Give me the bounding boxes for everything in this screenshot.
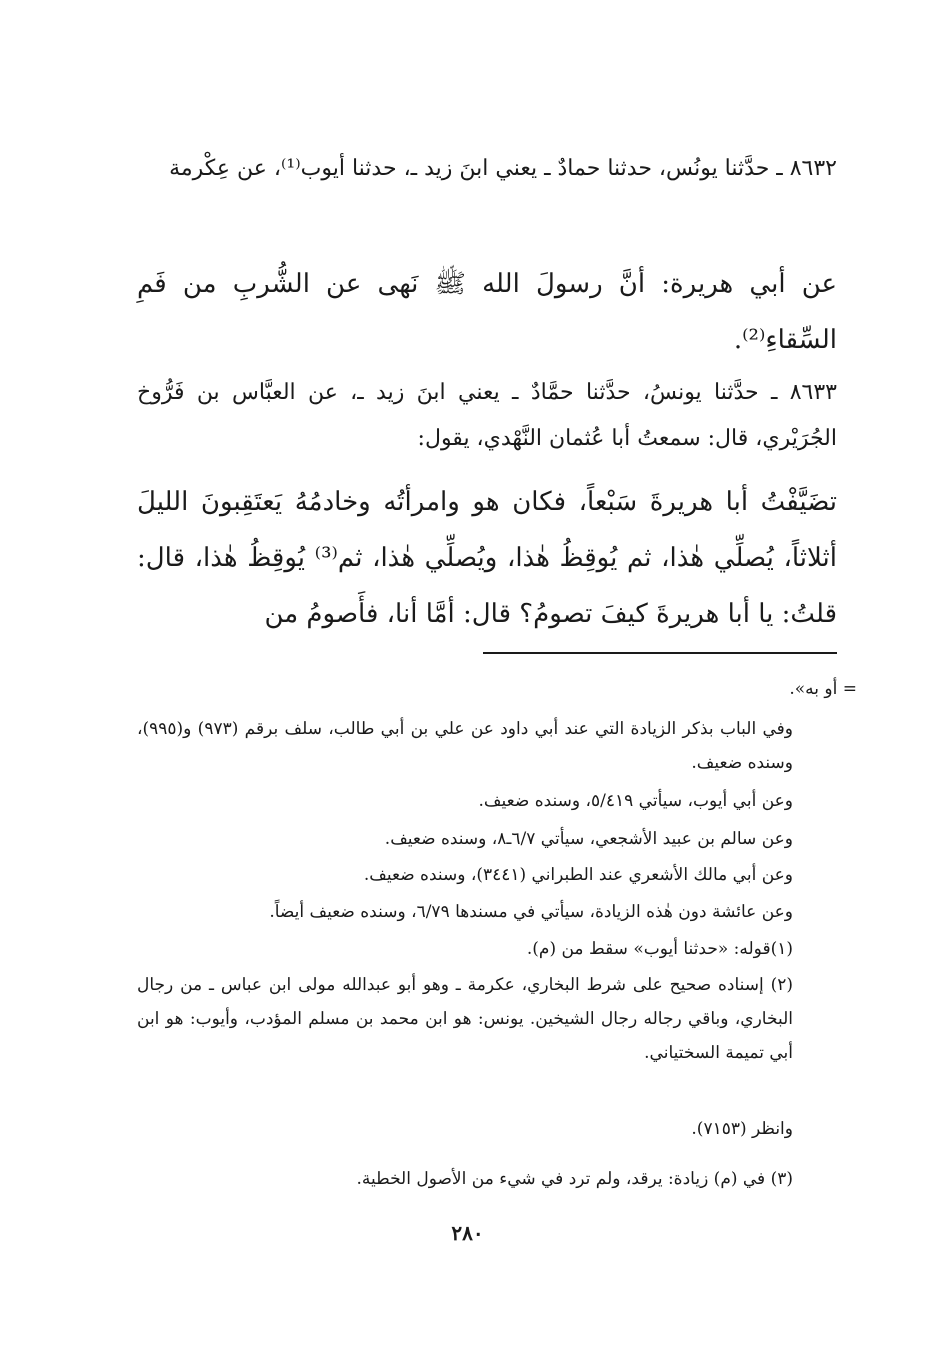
footnote-line: وعن سالم بن عبيد الأشجعي، سيأتي ٦/٧ـ٨، وسنده ضعيف. bbox=[384, 829, 793, 849]
hadith-8632-matn: عن أبي هريرة: أنَّ رسولَ الله ﷺ نَهى عن الشُّربِ من فَمِ السِّقاءِ⁽²⁾. bbox=[137, 269, 837, 355]
footnote-line: وعن أبي مالك الأشعري عند الطبراني (٣٤٤١)، وسنده ضعيف. bbox=[363, 865, 793, 885]
footnote-line: وفي الباب بذكر الزيادة التي عند أبي داود عن علي بن أبي طالب، سلف برقم (٩٧٣) و(٩٩٥)، وسنده ضعيف. bbox=[137, 719, 793, 773]
footnote-1: (١)قوله: «حدثنا أيوب» سقط من (م). bbox=[526, 939, 793, 959]
hadith-8633-isnad: ٨٦٣٣ ـ حدَّثنا يونسُ، حدَّثنا حمَّادٌ ـ يعني ابنَ زيد ـ، عن العبَّاس بن فَرُّوخ الجُرَيْري، قال: سمعتُ أبا عُثمان النَّهْدي، يقول: bbox=[137, 380, 837, 451]
footnote-line: وعن عائشة دون هٰذه الزيادة، سيأتي في مسندها ٦/٧٩، وسنده ضعيف أيضاً. bbox=[269, 902, 793, 922]
hadith-8632-isnad: ٨٦٣٢ ـ حدَّثنا يونُس، حدثنا حمادٌ ـ يعني ابنَ زيد ـ، حدثنا أيوب⁽¹⁾، عن عِكْرمة bbox=[169, 156, 837, 181]
footnote-line: وعن أبي أيوب، سيأتي ٥/٤١٩، وسنده ضعيف. bbox=[478, 791, 793, 811]
footnote-divider bbox=[483, 652, 837, 654]
footnote-continuation: = أو به». bbox=[789, 679, 857, 699]
footnote-3: (٣) في (م) زيادة: يرقد، ولم ترد في شيء من الأصول الخطية. bbox=[356, 1169, 793, 1189]
hadith-8633-matn: تضَيَّفْتُ أبا هريرةَ سَبْعاً، فكان هو وامرأتُه وخادمُهُ يَعتَقِبونَ الليلَ أثلاثاً، يُصلِّي هٰذا، ثم يُوقِظُ هٰذا، ويُصلِّي هٰذا، ثم⁽³⁾ يُوقِظُ هٰذا، قال: قلتُ: يا أبا هريرةَ كيفَ تصومُ؟ قال: أمَّا أنا، فأَصومُ من bbox=[137, 487, 837, 629]
footnote-2: (٢) إسناده صحيح على شرط البخاري، عكرمة ـ وهو أبو عبدالله مولى ابن عباس ـ من رجال البخاري، وباقي رجاله رجال الشيخين. يونس: هو ابن محمد بن مسلم المؤدب، وأيوب: هو ابن أبي تميمة السختياني. bbox=[137, 975, 793, 1063]
page-number: ٢٨٠ bbox=[451, 1221, 484, 1245]
footnote-2-see-also: وانظر (٧١٥٣). bbox=[691, 1119, 793, 1139]
